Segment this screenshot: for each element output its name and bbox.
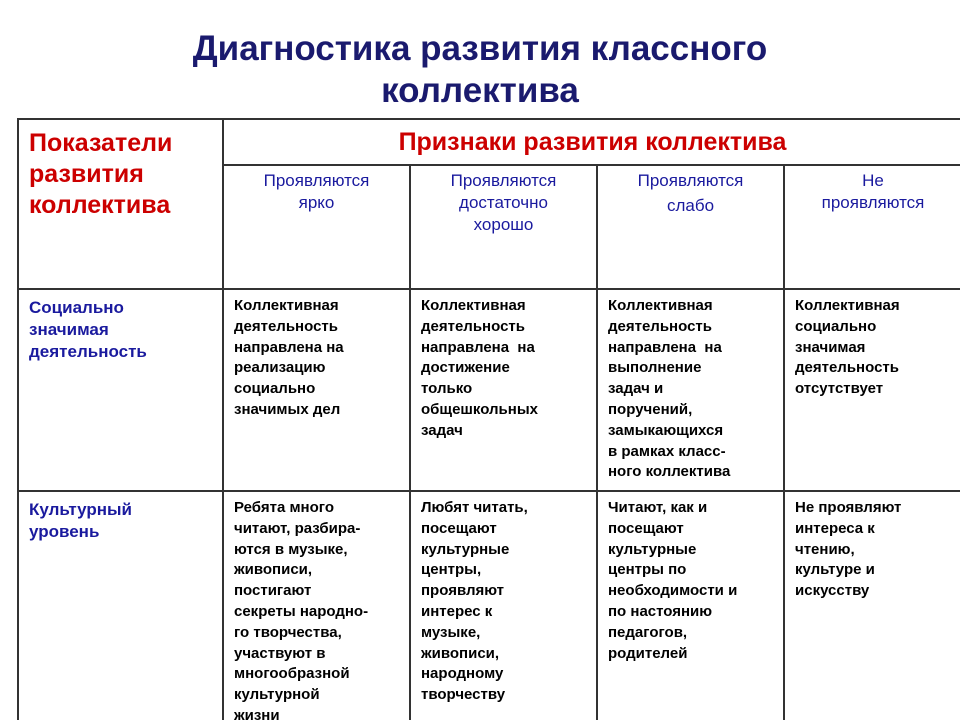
level-header-line: Проявляются bbox=[263, 171, 370, 190]
cell-line: значимых дел bbox=[234, 400, 341, 418]
level-header-line: проявляются bbox=[821, 193, 925, 212]
cell-line: посещают bbox=[608, 519, 684, 537]
cell-line: жизни bbox=[234, 706, 280, 720]
level-header-none bbox=[784, 165, 960, 289]
level-header-line: Проявляются bbox=[450, 171, 557, 190]
cell-line: Ребята много bbox=[234, 499, 334, 516]
cell-line: направлена на bbox=[608, 338, 722, 356]
cell-line: творчеству bbox=[421, 686, 506, 704]
row-label-line: Социально bbox=[29, 298, 124, 317]
cell-social-none bbox=[784, 289, 960, 491]
cell-line: Коллективная bbox=[234, 297, 339, 314]
level-header-line: ярко bbox=[298, 193, 335, 212]
cell-line: деятельность bbox=[421, 317, 525, 335]
cell-line: секреты народно- bbox=[234, 602, 369, 620]
cell-social-bright bbox=[223, 289, 410, 491]
cell-line: необходимости и bbox=[608, 582, 738, 600]
cell-culture-weak bbox=[597, 491, 784, 720]
cell-social-weak bbox=[597, 289, 784, 491]
level-header-line: Проявляются bbox=[637, 171, 744, 190]
cell-line: участвуют в bbox=[234, 644, 326, 662]
cell-line: направлена на bbox=[234, 338, 344, 356]
indicator-header-line: развития bbox=[29, 160, 144, 188]
level-header-good bbox=[410, 165, 597, 289]
indicator-header bbox=[18, 119, 223, 289]
cell-line: выполнение bbox=[608, 359, 702, 377]
level-header-line: достаточно bbox=[459, 193, 548, 212]
cell-line: только bbox=[421, 380, 473, 398]
cell-line: центры по bbox=[608, 561, 687, 579]
slide-title bbox=[0, 28, 960, 112]
cell-line: читают, разбира- bbox=[234, 519, 361, 537]
cell-culture-none bbox=[784, 491, 960, 720]
title-line-2: коллектива bbox=[381, 71, 579, 110]
cell-line: интереса к bbox=[795, 519, 875, 537]
cell-line: музыке, bbox=[421, 623, 481, 641]
cell-line: Коллективная bbox=[608, 297, 713, 314]
level-header-weak bbox=[597, 165, 784, 289]
level-header-line: слабо bbox=[666, 196, 715, 215]
cell-line: центры, bbox=[421, 561, 482, 579]
row-label-line: Культурный bbox=[29, 500, 132, 519]
cell-line: родителей bbox=[608, 644, 688, 662]
cell-line: достижение bbox=[421, 359, 510, 377]
cell-social-good bbox=[410, 289, 597, 491]
row-label-line: значимая bbox=[29, 320, 109, 339]
cell-line: по настоянию bbox=[608, 602, 713, 620]
cell-line: чтению, bbox=[795, 540, 855, 558]
cell-line: го творчества, bbox=[234, 623, 342, 641]
row-label-line: уровень bbox=[29, 522, 100, 541]
cell-line: искусству bbox=[795, 582, 870, 600]
cell-line: задач bbox=[421, 421, 463, 439]
indicator-header-line: Показатели bbox=[29, 129, 173, 157]
cell-line: деятельность bbox=[608, 317, 712, 335]
signs-header: Признаки развития коллектива bbox=[223, 119, 960, 165]
cell-line: Читают, как и bbox=[608, 499, 708, 516]
cell-line: направлена на bbox=[421, 338, 535, 356]
cell-line: социально bbox=[234, 380, 316, 398]
cell-line: Любят читать, bbox=[421, 499, 528, 516]
level-header-line: хорошо bbox=[473, 215, 534, 234]
cell-line: Коллективная bbox=[421, 297, 526, 314]
title-line-1: Диагностика развития классного bbox=[192, 29, 768, 68]
cell-culture-good bbox=[410, 491, 597, 720]
level-header-bright bbox=[223, 165, 410, 289]
diagnostics-table bbox=[17, 118, 960, 720]
cell-line: отсутствует bbox=[795, 380, 884, 398]
cell-line: замыкающихся bbox=[608, 421, 724, 439]
row-label-cultural-level bbox=[18, 491, 223, 720]
cell-line: ются в музыке, bbox=[234, 540, 348, 558]
cell-line: интерес к bbox=[421, 602, 493, 620]
cell-line: живописи, bbox=[234, 561, 313, 579]
cell-line: культурной bbox=[234, 686, 320, 704]
row-label-social-activity bbox=[18, 289, 223, 491]
cell-line: реализацию bbox=[234, 359, 326, 377]
cell-line: живописи, bbox=[421, 644, 500, 662]
cell-line: культурные bbox=[608, 540, 697, 558]
cell-line: многообразной bbox=[234, 665, 350, 683]
cell-line: Коллективная bbox=[795, 297, 900, 314]
cell-line: деятельность bbox=[795, 359, 899, 377]
cell-line: проявляют bbox=[421, 582, 505, 600]
cell-line: постигают bbox=[234, 582, 312, 600]
cell-line: деятельность bbox=[234, 317, 338, 335]
table-row-social-activity bbox=[18, 289, 960, 491]
cell-line: задач и bbox=[608, 380, 664, 398]
cell-line: социально bbox=[795, 317, 877, 335]
cell-line: ного коллектива bbox=[608, 463, 731, 481]
cell-line: посещают bbox=[421, 519, 497, 537]
cell-line: поручений, bbox=[608, 400, 693, 418]
cell-line: общешкольных bbox=[421, 400, 538, 418]
table-row-cultural-level bbox=[18, 491, 960, 720]
cell-line: народному bbox=[421, 665, 504, 683]
indicator-header-line: коллектива bbox=[29, 191, 171, 219]
cell-line: значимая bbox=[795, 338, 866, 356]
row-label-line: деятельность bbox=[29, 342, 147, 361]
header-row bbox=[18, 119, 960, 165]
cell-line: Не проявляют bbox=[795, 499, 902, 516]
cell-culture-bright bbox=[223, 491, 410, 720]
cell-line: в рамках класс- bbox=[608, 442, 726, 460]
cell-line: культуре и bbox=[795, 561, 875, 579]
level-header-line: Не bbox=[862, 171, 884, 190]
cell-line: культурные bbox=[421, 540, 510, 558]
cell-line: педагогов, bbox=[608, 623, 688, 641]
